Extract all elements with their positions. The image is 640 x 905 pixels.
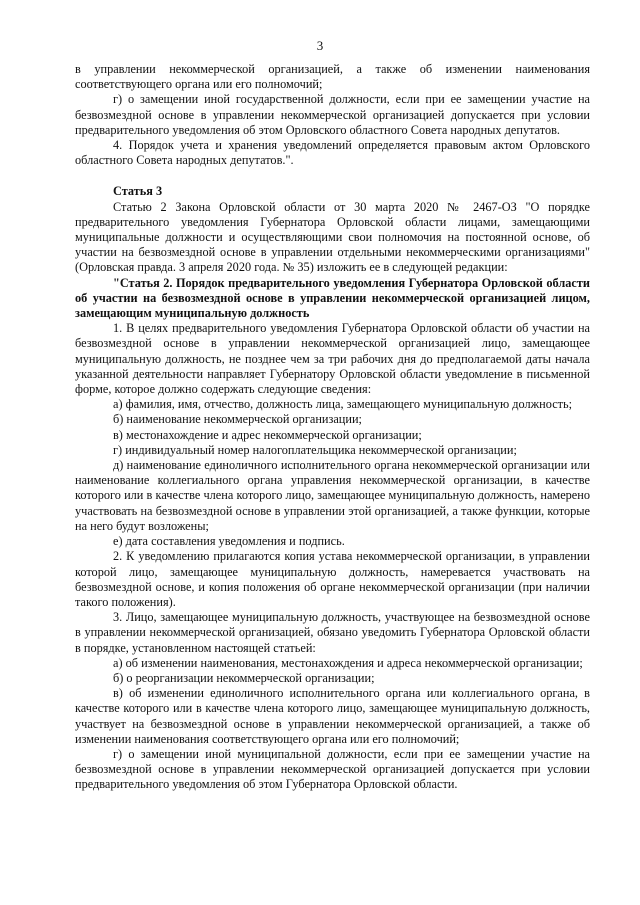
article-title: "Статья 2. Порядок предварительного уведомления Губернатора Орловской области об участии на безвозмездной основе в управлении некоммерческой организацией лицом, замещающим муниципальную должность <box>75 275 590 321</box>
spacer <box>75 168 590 184</box>
list-item: в) об изменении единоличного исполнительного органа или коллегиального органа, в качестве которого или в качестве члена которого лицо, замещающее муниципальную должность, участвует на безвозмездной основе в управлении некоммерческой организацией, а также об изменении наименования соответствующего органа или его полномочий; <box>75 686 590 746</box>
paragraph: 2. К уведомлению прилагаются копия устава некоммерческой организации, в управлении которой лицо, замещающее муниципальную должность, намеревается участвовать на безвозмездной основе, и копия положения об органе некоммерческой организации (при наличии такого положения). <box>75 549 590 609</box>
list-item: а) фамилия, имя, отчество, должность лица, замещающего муниципальную должность; <box>113 397 573 412</box>
page-number: 3 <box>316 38 324 53</box>
list-item: б) наименование некоммерческой организации; <box>113 412 362 427</box>
article-heading: Статья 3 <box>113 184 163 199</box>
paragraph: 3. Лицо, замещающее муниципальную должность, участвующее на безвозмездной основе в управлении некоммерческой организацией, обязано уведомить Губернатора Орловской области в порядке, установленном настоящей статьей: <box>75 610 590 655</box>
paragraph: Статью 2 Закона Орловской области от 30 марта 2020 № 2467-ОЗ "О порядке предварительного уведомления Губернатора Орловской области лицами, замещающими муниципальные должности и осуществляющими свои полномочия на постоянной основе, об участии на безвозмездной основе в управлении отдельными некоммерческими организациями" (Орловская правда. 3 апреля 2020 года. № 35) изложить ее в следующей редакции: <box>75 199 590 275</box>
list-item: д) наименование единоличного исполнительного органа некоммерческой организации или наименование коллегиального органа управления некоммерческой организации, в качестве которого или в качестве члена которого лицо, замещающее муниципальную должность, намерено участвовать на безвозмездной основе в управлении этой организацией, а также функции, которые на него будут возложены; <box>75 458 590 533</box>
list-item: е) дата составления уведомления и подпись. <box>113 534 345 549</box>
paragraph: 1. В целях предварительного уведомления Губернатора Орловской области об участии на безвозмездной основе в управлении некоммерческой организацией лицо, замещающее муниципальную должность, не позднее чем за три рабочих дня до предполагаемой даты начала указанной деятельности направляет Губернатору Орловской области уведомление в письменной форме, которое должно содержать следующие сведения: <box>75 321 590 397</box>
paragraph: 4. Порядок учета и хранения уведомлений определяется правовым актом Орловского областного Совета народных депутатов.". <box>75 138 590 168</box>
list-item: б) о реорганизации некоммерческой организации; <box>113 670 375 685</box>
list-item: г) индивидуальный номер налогоплательщика некоммерческой организации; <box>113 442 517 457</box>
paragraph: г) о замещении иной государственной должности, если при ее замещении участие на безвозмездной основе в управлении некоммерческой организацией допускается при условии предварительного уведомления об этом Орловского областного Совета народных депутатов. <box>75 92 590 137</box>
list-item: г) о замещении иной муниципальной должности, если при ее замещении участие на безвозмездной основе в управлении некоммерческой организацией допускается при условии предварительного уведомления об этом Губернатора Орловской области. <box>75 746 590 792</box>
list-item: а) об изменении наименования, местонахождения и адреса некоммерческой организации; <box>113 655 583 670</box>
paragraph: в управлении некоммерческой организацией, а также об изменении наименования соответствующего органа или его полномочий; <box>75 62 590 92</box>
document-body <box>75 62 590 793</box>
list-item: в) местонахождение и адрес некоммерческой организации; <box>113 427 422 442</box>
